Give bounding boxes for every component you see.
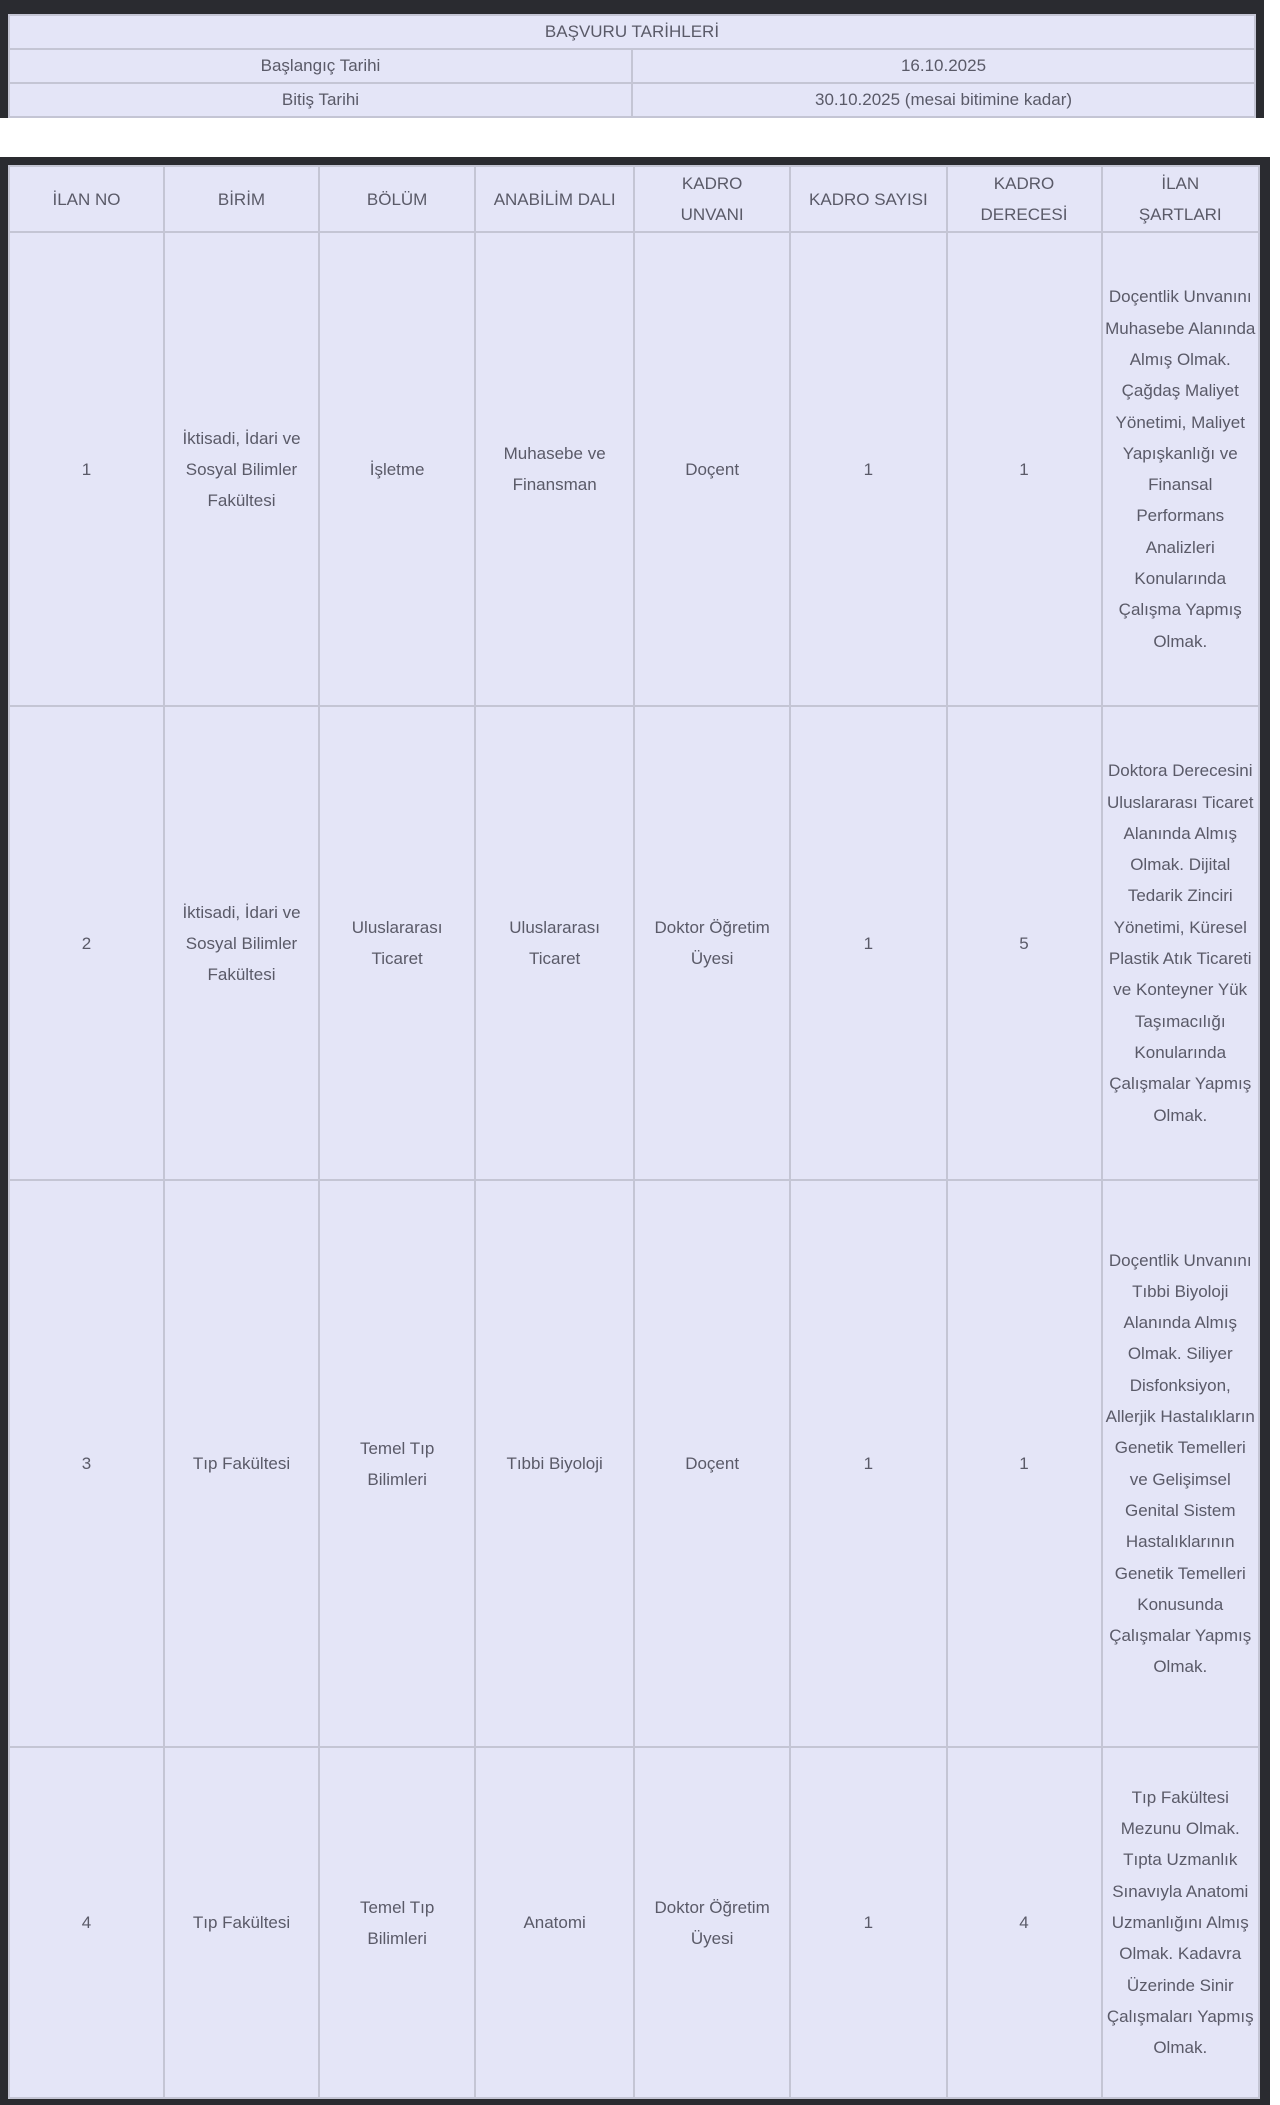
header-anabilim-dali: ANABİLİM DALI [475,166,634,232]
table-row [9,1747,1259,2098]
birim-cell: Tıp Fakültesi [164,1180,319,1747]
bolum-cell: İşletme [319,232,475,706]
kadro-unvani-cell: Doçent [634,1180,790,1747]
ilan-no-cell: 2 [9,706,164,1180]
ilan-sartlari-cell: Doçentlik Unvanını Muhasebe Alanında Almış Olmak. Çağdaş Maliyet Yönetimi, Maliyet Yapışkanlığı ve Finansal Performans Analizleri Konularında Çalışma Yapmış Olmak. [1102,232,1260,706]
kadro-sayisi-cell: 1 [790,1180,946,1747]
application-dates-frame [0,0,1264,118]
ilan-no-cell: 4 [9,1747,164,2098]
kadro-unvani-cell: Doktor Öğretim Üyesi [634,706,790,1180]
header-birim: BİRİM [164,166,319,232]
start-date-label: Başlangıç Tarihi [9,49,632,83]
kadro-unvani-cell: Doçent [634,232,790,706]
kadro-sayisi-cell: 1 [790,232,946,706]
dates-title: BAŞVURU TARİHLERİ [9,15,1255,49]
anabilim-dali-cell: Uluslararası Ticaret [475,706,634,1180]
ilan-sartlari-cell: Tıp Fakültesi Mezunu Olmak. Tıpta Uzmanlık Sınavıyla Anatomi Uzmanlığını Almış Olmak. Kadavra Üzerinde Sinir Çalışmaları Yapmış Olmak. [1102,1747,1260,2098]
ilan-no-cell: 1 [9,232,164,706]
header-kadro-unvani: KADRO UNVANI [634,166,790,232]
table-row [9,232,1259,706]
kadro-unvani-cell: Doktor Öğretim Üyesi [634,1747,790,2098]
positions-frame [0,157,1270,2105]
bolum-cell: Uluslararası Ticaret [319,706,475,1180]
table-row [9,706,1259,1180]
dates-row-end [9,83,1255,117]
end-date-value: 30.10.2025 (mesai bitimine kadar) [632,83,1255,117]
header-kadro-sayisi: KADRO SAYISI [790,166,946,232]
dates-title-row [9,15,1255,49]
birim-cell: İktisadi, İdari ve Sosyal Bilimler Fakültesi [164,706,319,1180]
kadro-derecesi-cell: 5 [947,706,1102,1180]
ilan-sartlari-cell: Doçentlik Unvanını Tıbbi Biyoloji Alanında Almış Olmak. Siliyer Disfonksiyon, Allerjik Hastalıkların Genetik Temelleri ve Gelişimsel Genital Sistem Hastalıklarının Genetik Temelleri Konusunda Çalışmalar Yapmış Olmak. [1102,1180,1260,1747]
birim-cell: İktisadi, İdari ve Sosyal Bilimler Fakültesi [164,232,319,706]
bolum-cell: Temel Tıp Bilimleri [319,1747,475,2098]
header-bolum: BÖLÜM [319,166,475,232]
anabilim-dali-cell: Muhasebe ve Finansman [475,232,634,706]
header-kadro-derecesi: KADRO DERECESİ [947,166,1102,232]
application-dates-table [8,14,1256,118]
anabilim-dali-cell: Anatomi [475,1747,634,2098]
table-header-row [9,166,1259,232]
birim-cell: Tıp Fakültesi [164,1747,319,2098]
ilan-no-cell: 3 [9,1180,164,1747]
header-ilan-no: İLAN NO [9,166,164,232]
table-row [9,1180,1259,1747]
kadro-derecesi-cell: 1 [947,232,1102,706]
kadro-sayisi-cell: 1 [790,706,946,1180]
kadro-sayisi-cell: 1 [790,1747,946,2098]
kadro-derecesi-cell: 1 [947,1180,1102,1747]
anabilim-dali-cell: Tıbbi Biyoloji [475,1180,634,1747]
bolum-cell: Temel Tıp Bilimleri [319,1180,475,1747]
ilan-sartlari-cell: Doktora Derecesini Uluslararası Ticaret Alanında Almış Olmak. Dijital Tedarik Zinciri Yönetimi, Küresel Plastik Atık Ticareti ve Konteyner Yük Taşımacılığı Konularında Çalışmalar Yapmış Olmak. [1102,706,1260,1180]
dates-row-start [9,49,1255,83]
positions-table [8,165,1260,2099]
end-date-label: Bitiş Tarihi [9,83,632,117]
start-date-value: 16.10.2025 [632,49,1255,83]
header-ilan-sartlari: İLAN ŞARTLARI [1102,166,1260,232]
kadro-derecesi-cell: 4 [947,1747,1102,2098]
